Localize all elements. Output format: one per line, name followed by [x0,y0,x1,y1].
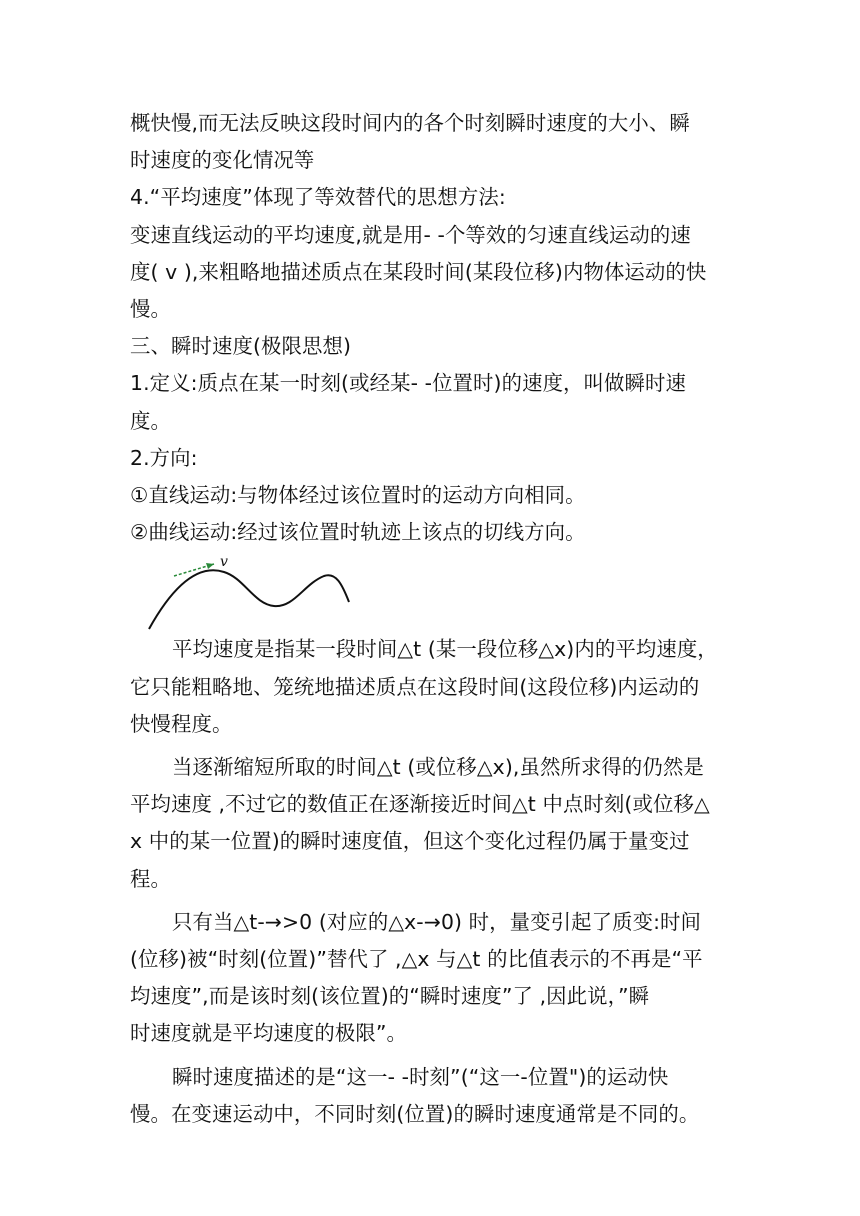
text-line: 平均速度是指某一段时间△t (某一段位移△x)内的平均速度， [172,637,718,662]
curve-diagram [144,554,364,631]
text-line: 均速度”,而是该时刻(该位置)的“瞬时速度”了 ,因此说，”瞬 [130,984,650,1009]
text-line: 2.方向: [130,445,198,470]
list-item: ②曲线运动:经过该位置时轨迹上该点的切线方向。 [130,520,586,545]
document-body [130,105,732,1133]
arrow-head [206,563,214,569]
section-heading: 三、瞬时速度(极限思想) [130,334,352,359]
text-line: (位移)被“时刻(位置)”替代了 ,△x 与△t 的比值表示的不再是“平 [130,947,703,972]
velocity-label: v [220,554,228,571]
text-line: 平均速度 ,不过它的数值正在逐渐接近时间△t 中点时刻(或位移△ [130,792,710,817]
text-line: 概快慢,而无法反映这段时间内的各个时刻瞬时速度的大小、瞬 [130,111,690,135]
paragraph-shrinking-interval [130,749,732,898]
text-line: 慢。 [130,297,171,322]
text-line: 当逐渐缩短所取的时间△t (或位移△x),虽然所求得的仍然是 [172,755,704,780]
section-heading: 4.“平均速度”体现了等效替代的思想方法: [130,185,506,210]
text-line: 变速直线运动的平均速度,就是用- -个等效的匀速直线运动的速 [130,222,691,247]
list-item: ①直线运动:与物体经过该位置时的运动方向相同。 [130,483,586,508]
text-line: x 中的某一位置)的瞬时速度值，但这个变化过程仍属于量变过 [130,829,690,854]
text-line: 1.定义:质点在某一时刻(或经某- -位置时)的速度，叫做瞬时速 [130,371,687,396]
text-line: 慢。在变速运动中，不同时刻(位置)的瞬时速度通常是不同的。 [130,1101,700,1126]
curve-motion-figure [130,554,732,631]
text-line: 只有当△t-→>0 (对应的△x-→0) 时，量变引起了质变:时间 [172,909,702,934]
paragraph-average-velocity [130,631,732,743]
text-line: 时速度的变化情况等 [130,148,315,173]
paragraph-instantaneous [130,1059,732,1133]
text-line: 度( v ),来粗略地描述质点在某段时间(某段位移)内物体运动的快 [130,259,707,284]
text-line: 度。 [130,408,171,433]
trajectory-curve [149,571,349,630]
text-line: 快慢程度。 [130,711,233,736]
paragraph-limit [130,904,732,1053]
text-line: 瞬时速度描述的是“这一- -时刻”(“这一-位置")的运动快 [172,1064,669,1089]
text-line: 时速度就是平均速度的极限”。 [130,1021,408,1046]
text-line: 程。 [130,866,171,891]
text-line: 它只能粗略地、笼统地描述质点在这段时间(这段位移)内运动的 [130,674,700,699]
